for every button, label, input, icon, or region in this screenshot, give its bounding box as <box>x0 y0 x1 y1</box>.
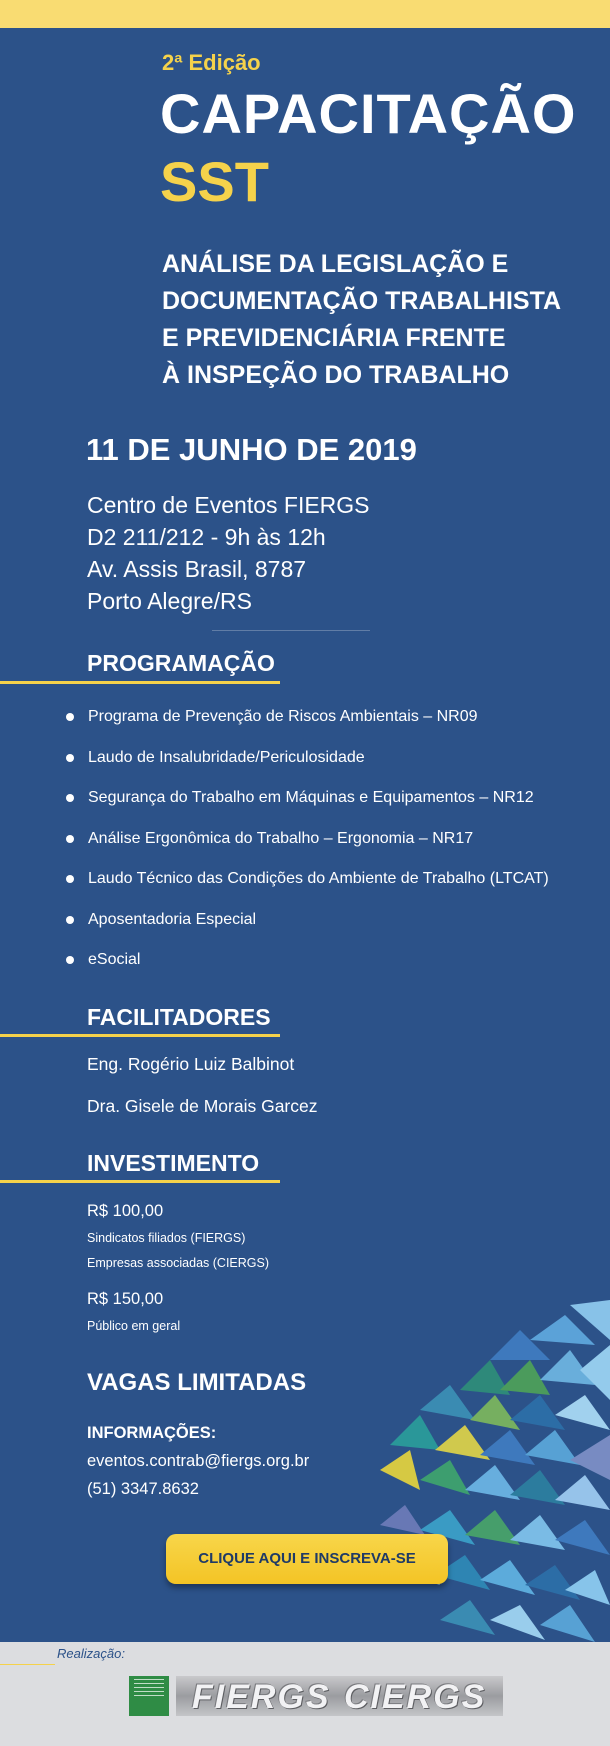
venue-line: Centro de Eventos FIERGS <box>87 492 370 518</box>
programacao-list <box>66 705 549 989</box>
info-heading: INFORMAÇÕES: <box>87 1424 217 1442</box>
list-item-label: Laudo de Insalubridade/Periculosidade <box>88 748 365 766</box>
contact-email[interactable]: eventos.contrab@fiergs.org.br <box>87 1452 310 1470</box>
bullet-icon <box>66 916 74 924</box>
list-item <box>66 705 549 746</box>
bullet-icon <box>66 956 74 964</box>
venue-line: Porto Alegre/RS <box>87 588 252 614</box>
price-note: Sindicatos filiados (FIERGS) <box>87 1231 246 1245</box>
realizacao-label: Realização: <box>57 1646 125 1661</box>
decorative-pattern <box>380 1300 610 1642</box>
list-item-label: Aposentadoria Especial <box>88 910 257 928</box>
venue-line: Av. Assis Brasil, 8787 <box>87 556 307 582</box>
logo-text-fiergs: FIERGS <box>192 1678 331 1716</box>
list-item <box>66 908 549 949</box>
edition-label: 2ª Edição <box>162 50 261 75</box>
bullet-icon <box>66 875 74 883</box>
subtitle-line: DOCUMENTAÇÃO TRABALHISTA <box>162 287 562 315</box>
top-yellow-bar <box>0 0 610 28</box>
list-item <box>66 786 549 827</box>
list-item-label: Programa de Prevenção de Riscos Ambientais – NR09 <box>88 708 478 725</box>
subtitle-line: À INSPEÇÃO DO TRABALHO <box>162 361 510 389</box>
subtitle-line: E PREVIDENCIÁRIA FRENTE <box>162 324 506 352</box>
venue-line: D2 211/212 - 9h às 12h <box>87 524 326 550</box>
bullet-icon <box>66 794 74 802</box>
logo-text-ciergs: CIERGS <box>344 1678 487 1716</box>
list-item <box>66 746 549 787</box>
contact-phone: (51) 3347.8632 <box>87 1480 199 1498</box>
vagas-heading: VAGAS LIMITADAS <box>87 1369 307 1396</box>
facilitator-name: Eng. Rogério Luiz Balbinot <box>87 1054 295 1074</box>
section-underline <box>0 1034 280 1037</box>
investimento-heading: INVESTIMENTO <box>87 1150 260 1176</box>
venue-block <box>87 489 370 617</box>
register-button[interactable]: CLIQUE AQUI E INSCREVA-SE <box>166 1534 448 1584</box>
main-title-highlight: SST <box>160 150 269 213</box>
main-title: CAPACITAÇÃO <box>160 82 577 145</box>
subtitle-line: ANÁLISE DA LEGISLAÇÃO E <box>162 250 509 278</box>
facilitator-name: Dra. Gisele de Morais Garcez <box>87 1096 318 1116</box>
list-item <box>66 948 549 989</box>
list-item-label: Segurança do Trabalho em Máquinas e Equipamentos – NR12 <box>88 789 534 806</box>
subtitle <box>162 246 582 394</box>
event-date: 11 DE JUNHO DE 2019 <box>86 432 417 467</box>
price-general: R$ 150,00 <box>87 1290 164 1308</box>
bullet-icon <box>66 754 74 762</box>
fiergs-emblem-icon <box>129 1676 169 1716</box>
divider <box>212 630 370 631</box>
price-note: Empresas associadas (CIERGS) <box>87 1256 270 1270</box>
facilitadores-heading: FACILITADORES <box>87 1004 271 1030</box>
list-item-label: eSocial <box>88 951 141 968</box>
price-members: R$ 100,00 <box>87 1202 164 1220</box>
footer-accent-line <box>0 1664 55 1665</box>
bullet-icon <box>66 713 74 721</box>
list-item <box>66 827 549 868</box>
price-note: Público em geral <box>87 1319 181 1333</box>
fiergs-ciergs-logo <box>176 1676 503 1716</box>
section-underline <box>0 1180 280 1183</box>
list-item-label: Análise Ergonômica do Trabalho – Ergonomia – NR17 <box>88 829 474 847</box>
list-item <box>66 867 549 908</box>
programacao-heading: PROGRAMAÇÃO <box>87 650 275 676</box>
bullet-icon <box>66 835 74 843</box>
section-underline <box>0 681 280 684</box>
list-item-label: Laudo Técnico das Condições do Ambiente de Trabalho (LTCAT) <box>88 870 549 887</box>
